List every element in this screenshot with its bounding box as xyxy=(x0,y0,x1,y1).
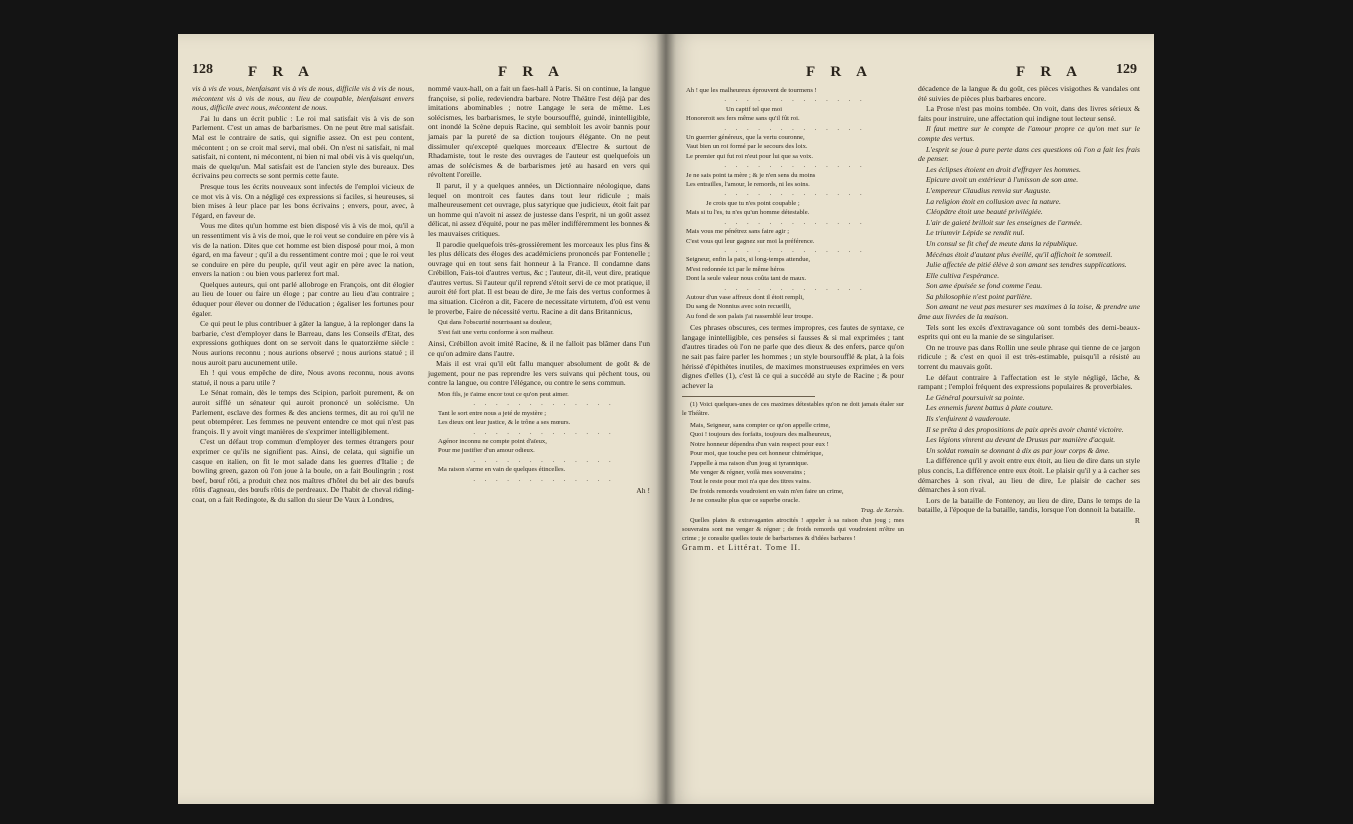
page-number-left: 128 xyxy=(192,62,213,77)
example: Ils s'enfuirent à vauderoute. xyxy=(926,414,1011,423)
running-head: F R A xyxy=(806,64,873,80)
paragraph: J'ai lu dans un écrit public : Le roi mal satisfait vis à vis de son Parlement. C'est un amas de barbarismes. On ne peut être mal satisfait. Mal est le contraire de satis, qui signifie assez. On est peu content, mécontent ; on se croit mal servi, mal obéi. On n'est ni satisfait, ni mal satisfait, ni content, ni mécontent, ni bien ni mal obéi vis à vis quelqu'un, mais de quelqu'un. Mal satisfait est de l'ancien style des bureaux. Des écrivains peu corrects se sont permis cette faute. xyxy=(192,113,414,181)
verse-quote xyxy=(438,318,650,337)
verse-line: Les entrailles, l'amour, le remords, ni les soins. xyxy=(686,181,810,189)
footnote-text: Quelles plates & extravagantes atrocités ! appeler à sa raison d'un joug ; mes souverains sont me venger & régner ; de froids remords qui voudroient m'être un crime ; je consulte quelles toute de barbarismes & d'idées barbares ! xyxy=(682,516,904,542)
verse-line: Ah ! que les malheureux éprouvent de tourmens ! xyxy=(686,87,817,94)
ellipsis-divider: . . . . . . . . . . . . . xyxy=(724,218,866,226)
verse-quote xyxy=(438,390,650,484)
right-column-1 xyxy=(682,84,904,553)
paragraph: vis à vis de vous, bienfaisant vis à vis de nous, difficile vis à vis de nous, mécontent vis à vis de nous, au lieu de coupable, bienfaisant envers nous, difficile avec nous, mécontent de nous. xyxy=(192,84,414,113)
running-head: F R A xyxy=(1016,64,1083,80)
verse-line: Honoreroit ses fers même sans qu'il fût roi. xyxy=(686,115,800,123)
verse-line: Un guerrier généreux, que la vertu couronne, xyxy=(686,134,805,142)
verse-line: Quoi ! toujours des forfaits, toujours des malheureux, xyxy=(690,431,832,439)
paragraph: Eh ! qui vous empêche de dire, Nous avons reconnu, nous avons statué, il nous a paru utile ? xyxy=(192,368,414,387)
verse-line: C'est vous qui leur gagnez sur moi la préférence. xyxy=(686,237,815,245)
verse-line: Pour me justifier d'un amour odieux. xyxy=(438,447,535,455)
paragraph: Le Sénat romain, dès le temps des Scipion, parloit purement, & on auroit sifflé un sénateur qui auroit prononcé un solécisme. Un Parlement, esclave des formes & des anciens termes, dit au roi qu'il ne peut obtempérer. Les femmes ne peuvent entendre ce mot qui n'est pas françois. Il y avoit vingt manières de s'exprimer intelligiblement. xyxy=(192,388,414,436)
paragraph: Ainsi, Crébillon avoit imité Racine, & il ne falloit pas blâmer dans l'un ce qu'on admire dans l'autre. xyxy=(428,339,650,358)
paragraph: C'est un défaut trop commun d'employer des termes étrangers pour exprimer ce qu'ils ne signifient pas. Ainsi, de celata, qui signifie un casque en italien, on fit le mot salade dans les guerres d'Italie ; de bowling green, gazon où l'on joue à la boule, on a fait Boulingrin ; rost beef, bœuf rôti, a produit chez nos maîtres d'hôtel du bel air des bœufs rôtis d'agneau, des bœufs rôtis de perdreaux. De l'habit de cheval riding-coat, on a fait Redingote, & du sallon du sieur De Vaux à Londres, xyxy=(192,437,414,504)
verse-line: Mais vous me pénétrez sans faire agir ; xyxy=(686,228,790,236)
ellipsis-divider: . . . . . . . . . . . . . xyxy=(724,246,866,254)
example: Sa philosophie n'est point parlière. xyxy=(926,291,1033,301)
right-page xyxy=(666,34,1154,804)
ellipsis-divider: . . . . . . . . . . . . . xyxy=(724,162,866,170)
example: Mécénas étoit d'autant plus éveillé, qu'il affichoit le sommeil. xyxy=(926,249,1113,259)
footnote-intro: (1) Voici quelques-unes de ces maximes détestables qu'on ne doit jamais étaler sur le Théâtre. xyxy=(682,401,904,418)
example: L'empereur Claudius renvia sur Auguste. xyxy=(926,185,1051,195)
paragraph: La Prose n'est pas moins tombée. On voit, dans des livres sérieux & faits pour instruire, une affectation qui indigne tout lecteur sensé. xyxy=(918,104,1140,123)
verse-line: Le premier qui fut roi n'eut pour lui que sa voix. xyxy=(686,152,813,160)
signature-line: Gramm. et Littérat. Tome II. xyxy=(682,543,802,553)
paragraph: Vous me dites qu'un homme est bien disposé vis à vis de moi, qu'il a un ressentiment vis à vis de moi, que le roi veut se conduire en père vis à vis de la nation. Dites que cet homme est bien disposé pour moi, à mon égard, en ma faveur ; qu'il a du ressentiment contre moi ; que le roi veut se conduire en père du peuple, qu'il veut agir en père avec la nation, envers la nation : ou bien vous parlerez fort mal. xyxy=(192,221,414,279)
ellipsis-divider: . . . . . . . . . . . . . xyxy=(724,190,866,198)
example: Elle cultiva l'espérance. xyxy=(926,270,1000,280)
verse-line: Notre honneur dépendra d'un vain respect pour eux ! xyxy=(690,440,829,448)
paragraph: Ces phrases obscures, ces termes impropres, ces fautes de syntaxe, ce langage inintelligible, ces pensées si fausses & si mal exprimées ; tant d'autres tirades où l'on ne parle que des dieux & des enfers, parce qu'on ne sait pas faire parler les hommes ; un style boursoufflé & plat, à la fois hérissé d'épithètes inutiles, de maximes monstrueuses exprimées en vers dignes d'elles (1), c'est là ce qui a succédé au style de Racine ; & pour achever la xyxy=(682,323,904,390)
example: Julie affectée de pitié élève à son amant ses tendres supplications. xyxy=(926,260,1127,270)
left-page xyxy=(178,34,666,804)
verse-line: De froids remords voudroient en vain m'en faire un crime, xyxy=(690,487,844,495)
example: Il faut mettre sur le compte de l'amour propre ce qu'on met sur le compte des vertus. xyxy=(918,124,1140,143)
ellipsis-divider: . . . . . . . . . . . . . xyxy=(724,284,866,292)
example: Un consul se fit chef de meute dans la république. xyxy=(926,238,1078,248)
verse-line: M'est redonnée ici par le même héros xyxy=(686,265,785,273)
verse-line: Je ne sais point ta mère ; & je n'en sens du moins xyxy=(686,171,816,179)
footnote-verse xyxy=(690,421,904,515)
example: Il se prêta à des propositions de paix après avoir chanté victoire. xyxy=(926,424,1124,434)
verse-line: Mon fils, je t'aime encor tout ce qu'on peut aimer. xyxy=(438,391,569,399)
example: Un soldat romain se donnant à dix as par jour corps & âme. xyxy=(926,445,1110,455)
paragraph: Ce qui peut le plus contribuer à gâter la langue, à la replonger dans la barbarie, c'est d'employer dans le Barreau, dans les Conseils d'Etat, des expressions gothiques dont on se servoit dans le quatorzième siècle : Nous aurions reconnu ; nous aurions observé ; nous aurions statué ; il nous auroit paru aucunement utile. xyxy=(192,319,414,367)
verse-line: Autour d'un vase affreux dont il étoit rempli, xyxy=(686,293,804,301)
ellipsis-divider: . . . . . . . . . . . . . xyxy=(724,124,866,132)
running-head: F R A xyxy=(248,64,315,80)
verse-line: Qui dans l'obscurité nourrissant sa douleur, xyxy=(438,319,552,327)
verse-line: S'est fait une vertu conforme à son malheur. xyxy=(438,328,554,336)
example: Le triumvir Lépide se rendit nul. xyxy=(926,228,1025,238)
paragraph: nommé vaux-hall, on a fait un faes-hall à Paris. Si on continue, la langue françoise, si polie, redeviendra barbare. Notre Théâtre l'est déjà par des imitations abominables ; notre Langage le sera de même. Les solécismes, les barbarismes, le style boursoufflé, guindé, inintelligible, ont inondé la Scène depuis Racine, qui sembloit les avoir bannis pour jamais par la pureté de sa diction toujours élégante. On ne peut dissimuler qu'excepté quelques morceaux d'Electre & surtout de Rhadamiste, tout le reste des ouvrages de l'auteur est quelquefois un amas de solécismes & de barbarismes jeté au hasard en vers qui révoltent l'oreille. xyxy=(428,84,650,180)
ellipsis-divider: . . . . . . . . . . . . . xyxy=(473,456,615,464)
verse-line: Au fond de son palais j'ai rassemblé leur troupe. xyxy=(686,312,813,320)
catchword: Ah ! xyxy=(636,486,650,496)
paragraph: Presque tous les écrits nouveaux sont infectés de l'emploi vicieux de ce mot vis à vis. On a négligé ces expressions si faciles, si heureuses, si bien mises à leur place par les bons écrivains ; envers, pour, avec, à l'égard, en faveur de. xyxy=(192,181,414,220)
example: Les ennemis furent battus à plate couture. xyxy=(926,403,1054,413)
verse-line: Du sang de Nonnius avec soin recueilli, xyxy=(686,303,791,311)
verse-line: Me venger & régner, voilà mes souverains ; xyxy=(690,468,806,476)
ellipsis-divider: . . . . . . . . . . . . . xyxy=(473,428,615,436)
paragraph: Mais il est vrai qu'il eût fallu manquer absolument de goût & de jugement, pour ne pas reprendre les vers suivans qui pèchent tous, ou contre la langue, ou contre l'élégance, ou contre le sens commun. xyxy=(428,359,650,388)
paragraph: décadence de la langue & du goût, ces pièces visigothes & vandales ont été suivies de pièces plus barbares encore. xyxy=(918,84,1140,103)
example: La religion étoit en collusion avec la nature. xyxy=(926,196,1061,206)
example: L'air de gaieté brilloit sur les enseignes de l'armée. xyxy=(926,217,1083,227)
running-head: F R A xyxy=(498,64,565,80)
verse-line: Je crois que tu n'es point coupable ; xyxy=(706,199,800,207)
verse-line: Je ne consulte plus que ce superbe oracle. xyxy=(690,497,800,505)
left-column-1 xyxy=(192,84,414,506)
verse-line: Agénor inconnu ne compte point d'aïeux, xyxy=(438,438,547,446)
footnote-attribution: Trag. de Xerxès. xyxy=(860,506,904,514)
example: Son ame épuisée se fond comme l'eau. xyxy=(926,281,1043,291)
paragraph: La différence qu'il y avoit entre eux étoit, au lieu de dire dans un style plus concis, La différence entre eux étoit. Le plaisir qu'il y a à cacher ses démarches à son rival, au lieu de dire, Le plaisir de cacher ses démarches à son rival. xyxy=(918,456,1140,495)
example: Son amant ne veut pas mesurer ses maximes à la toise, & prendre une âme aux livrées de la maison. xyxy=(918,302,1140,322)
example: Le Général poursuivit sa pointe. xyxy=(926,392,1025,402)
paragraph: Il parut, il y a quelques années, un Dictionnaire néologique, dans lequel on montroit ces fautes dans tout leur ridicule ; mais malheureusement cet ouvrage, plus satyrique que judicieux, étoit fait par un homme qui n'avoit ni assez de justesse dans l'esprit, ni un goût assez délicat, ni assez d'équité, pour ne pas mêler indifféremment les bonnes & les mauvaises critiques. xyxy=(428,180,651,238)
ellipsis-divider: . . . . . . . . . . . . . xyxy=(473,400,615,408)
verse-line: Ma raison s'arme en vain de quelques étincelles. xyxy=(438,466,566,474)
example: Epicure avoit un extérieur à l'unisson de son ame. xyxy=(926,175,1079,185)
catchword: R xyxy=(1134,515,1140,525)
verse-line: Tant le sort entre nous a jeté de mystère ; xyxy=(438,409,547,417)
example: Les légions vinrent au devant de Drusus par manière d'acquit. xyxy=(926,435,1116,445)
verse-line: Pour moi, que touche peu cet honneur chimérique, xyxy=(690,450,824,458)
paragraph: On ne trouve pas dans Rollin une seule phrase qui tienne de ce jargon ridicule ; & c'est en quoi il est très-estimable, puisqu'il a résisté au torrent du mauvais goût. xyxy=(918,342,1140,372)
verse-quote xyxy=(686,86,904,321)
verse-line: J'appelle à ma raison d'un joug si tyrannique. xyxy=(690,459,809,467)
page-number-right: 129 xyxy=(1116,62,1137,77)
paragraph: Le défaut contraire à l'affectation est le style négligé, lâche, & rampant ; l'emploi fréquent des expressions populaires & proverbiales. xyxy=(918,372,1140,392)
verse-line: Mais, Seigneur, sans compter ce qu'on appelle crime, xyxy=(690,421,831,429)
footnote xyxy=(682,401,904,553)
paragraph: Quelques auteurs, qui ont parlé allobroge en François, ont dit élogier au lieu de louer ou faire un éloge ; par contre au lieu d'au contraire ; éduquer pour élever ou donner de l'éducation ; égaliser les fortunes pour égaler. xyxy=(192,279,414,318)
right-column-2 xyxy=(918,84,1140,526)
ellipsis-divider: . . . . . . . . . . . . . xyxy=(724,96,866,104)
example: Cléopâtre étoit une beauté privilégiée. xyxy=(926,207,1043,217)
verse-line: Tout le reste pour moi n'a que des titres vains. xyxy=(690,478,811,486)
example: Les éclipses étoient en droit d'effrayer les hommes. xyxy=(926,164,1081,174)
book-gutter xyxy=(656,34,676,804)
example: L'esprit se joue à pure perte dans ces questions où l'on a fait les frais de penser. xyxy=(918,144,1140,164)
verse-line: Les dieux ont leur justice, & le trône a ses mœurs. xyxy=(438,419,571,427)
left-column-2 xyxy=(428,84,650,496)
paragraph: Tels sont les excès d'extravagance où sont tombés des demi-beaux-esprits qui ont eu la manie de se singulariser. xyxy=(918,322,1140,342)
verse-line: Vaut bien un roi formé par le secours des loix. xyxy=(686,143,808,151)
verse-line: Dont la seule valeur nous coûta tant de maux. xyxy=(686,275,807,283)
paragraph: Lors de la bataille de Fontenoy, au lieu de dire, Dans le temps de la bataille, à l'époque de la bataille, tandis, lorsque l'on donnoit la bataille. xyxy=(918,495,1140,515)
verse-line: Mais si tu l'es, tu n'es qu'un homme détestable. xyxy=(686,209,810,217)
verse-line: Un captif tel que moi xyxy=(726,105,783,113)
ellipsis-divider: . . . . . . . . . . . . . xyxy=(473,475,615,483)
verse-line: Seigneur, enfin la paix, si long-temps attendue, xyxy=(686,256,811,264)
paragraph: Il parodie quelquefois très-grossièrement les morceaux les plus fins & les plus délicats des éloges des académiciens prononcés par Fontenelle ; ouvrage qui en tout sens fait honneur à la France. Il condamne dans Crébillon, Fais-toi d'autres vertus, &c ; l'auteur, dit-il, veut dire, pratique d'autres vertus. Si l'auteur qu'il reprend s'étoit servi de ce mot pratique, il auroit été fort plat. Il est beau de dire, Je me fais des vertus conformes à ma situation. Cicéron a dit, Facere de necessitate virtutem, d'où est venu le proverbe, Faire de nécessité vertu. Racine a dit dans Britannicus, xyxy=(428,239,650,316)
footnote-rule xyxy=(682,396,815,397)
